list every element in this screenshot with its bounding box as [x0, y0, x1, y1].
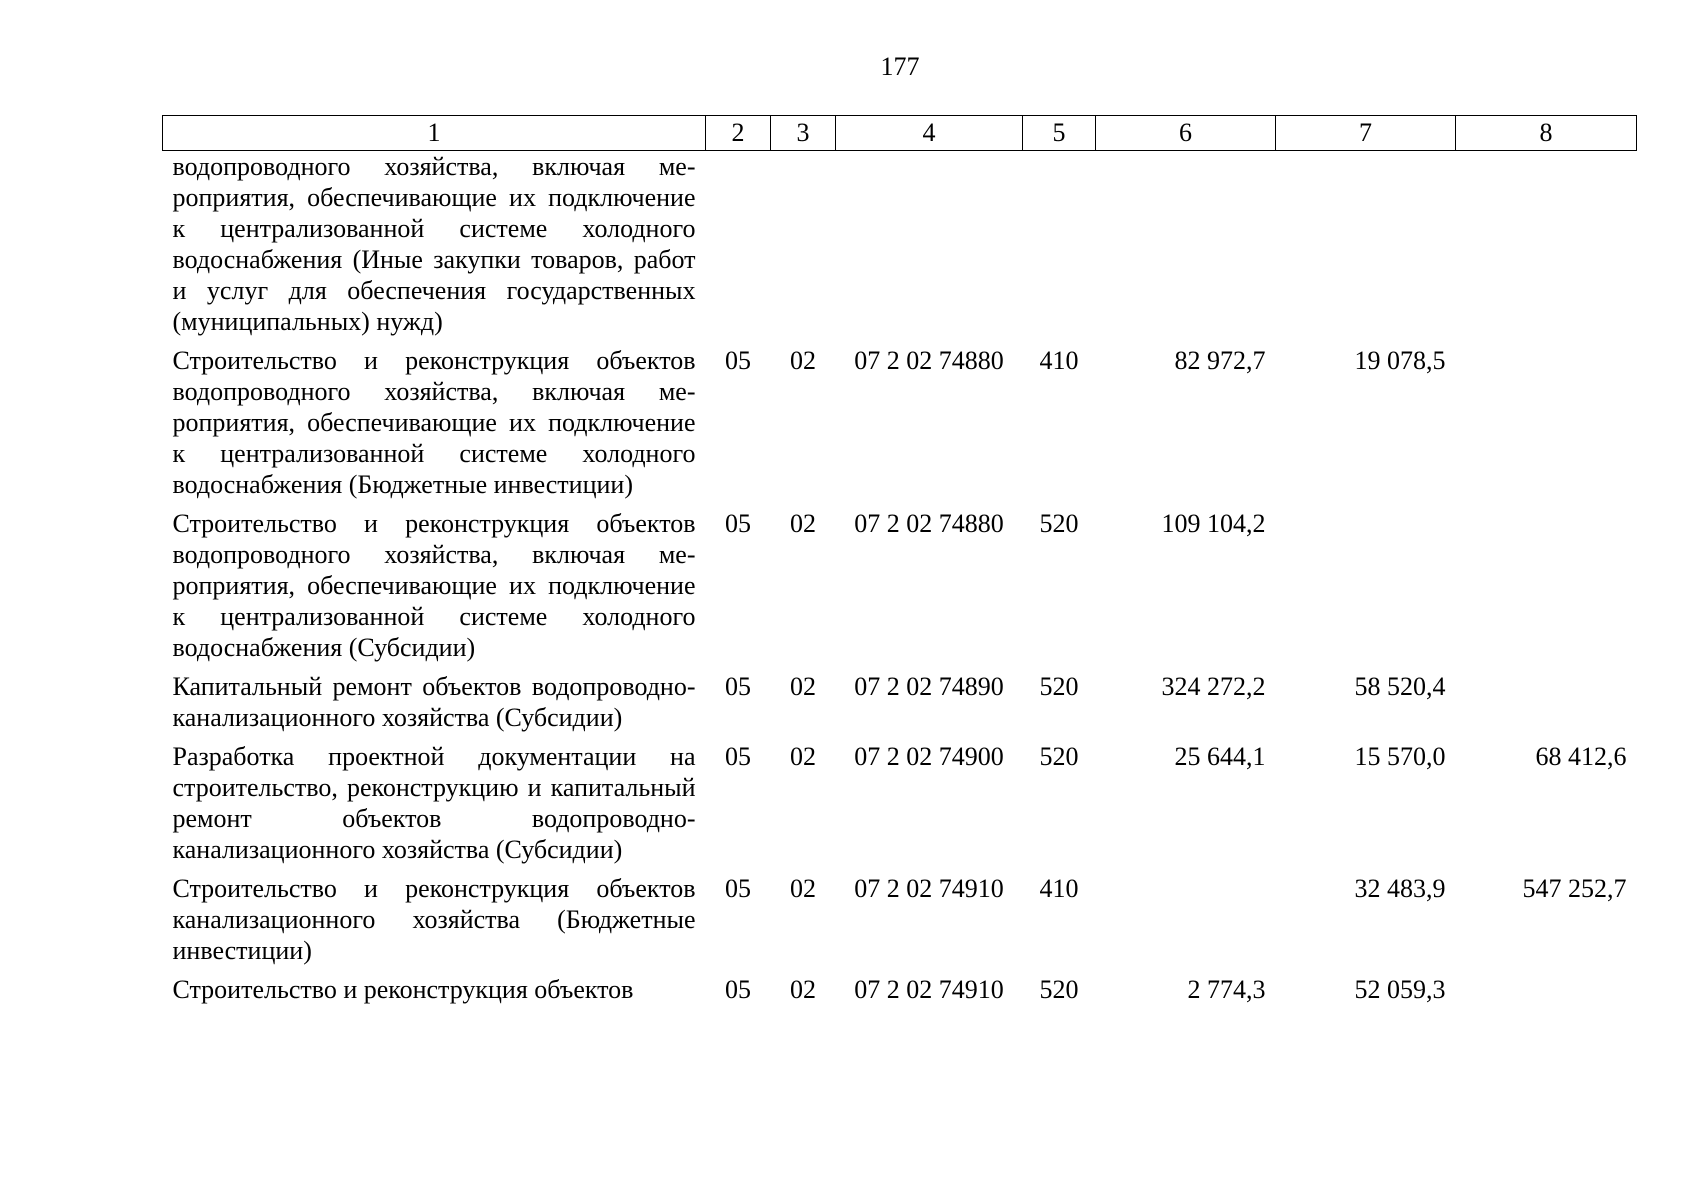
row-amount-col8 — [1456, 508, 1637, 671]
header-col-3: 3 — [771, 116, 836, 151]
row-section — [706, 151, 771, 346]
row-expense-type: 520 — [1039, 975, 1079, 1004]
row-section: 05 — [725, 742, 751, 771]
row-amount-col7: 19 078,5 — [1354, 346, 1446, 375]
row-amount-col6: 25 644,1 — [1174, 742, 1266, 771]
row-amount-col8: 68 412,6 — [1535, 742, 1627, 771]
row-amount-col6 — [1096, 151, 1276, 346]
row-target-code: 07 2 02 74910 — [854, 874, 1004, 903]
row-description: Строительство и реконструкция объектов — [172, 975, 634, 1004]
row-section: 05 — [725, 874, 751, 903]
row-amount-col8 — [1456, 671, 1637, 741]
row-expense-type — [1023, 151, 1096, 346]
table-row — [163, 508, 1637, 671]
row-subsection: 02 — [790, 975, 816, 1004]
row-description: Строительство и реконструкция объектов водопроводного хозяйства, включая мероприятия, обеспечивающие их подключение к централизованной системе холодного водоснабжения (Бюджетные инвестиции) — [172, 346, 696, 499]
table-row — [163, 873, 1637, 974]
header-col-8: 8 — [1456, 116, 1637, 151]
row-description: Строительство и реконструкция объектов канализационного хозяйства (Бюджетные инвестиции) — [172, 874, 696, 965]
header-row — [163, 116, 1637, 151]
header-col-1: 1 — [163, 116, 706, 151]
header-col-7: 7 — [1276, 116, 1456, 151]
table-row — [163, 345, 1637, 508]
row-subsection: 02 — [790, 874, 816, 903]
page-number: 177 — [880, 52, 920, 81]
row-expense-type: 410 — [1039, 346, 1079, 375]
row-section: 05 — [725, 509, 751, 538]
row-amount-col7 — [1276, 151, 1456, 346]
table-body — [163, 151, 1637, 1014]
row-target-code: 07 2 02 74910 — [854, 975, 1004, 1004]
row-amount-col6: 82 972,7 — [1174, 346, 1266, 375]
row-amount-col6: 324 272,2 — [1161, 672, 1266, 701]
row-description: Разработка проектной документации на строительство, реконструкцию и капитальный ремонт объектов водопроводно-канализационного хозяйства (Субсидии) — [172, 742, 696, 864]
row-expense-type: 520 — [1039, 742, 1079, 771]
table-row — [163, 151, 1637, 346]
row-expense-type: 520 — [1039, 509, 1079, 538]
row-amount-col8 — [1456, 151, 1637, 346]
row-expense-type: 410 — [1039, 874, 1079, 903]
header-col-2: 2 — [706, 116, 771, 151]
budget-table — [162, 115, 1637, 1013]
table-header — [163, 116, 1637, 151]
table-row — [163, 741, 1637, 873]
row-section: 05 — [725, 975, 751, 1004]
header-col-5: 5 — [1023, 116, 1096, 151]
row-target-code: 07 2 02 74890 — [854, 672, 1004, 701]
row-amount-col8 — [1456, 345, 1637, 508]
row-subsection: 02 — [790, 509, 816, 538]
row-target-code: 07 2 02 74900 — [854, 742, 1004, 771]
row-expense-type: 520 — [1039, 672, 1079, 701]
table-row — [163, 974, 1637, 1013]
row-subsection: 02 — [790, 742, 816, 771]
row-section: 05 — [725, 346, 751, 375]
row-amount-col7: 52 059,3 — [1354, 975, 1446, 1004]
row-amount-col8 — [1456, 974, 1637, 1013]
row-amount-col6: 2 774,3 — [1187, 975, 1266, 1004]
row-subsection — [771, 151, 836, 346]
row-amount-col6 — [1096, 873, 1276, 974]
row-amount-col7: 32 483,9 — [1354, 874, 1446, 903]
header-col-6: 6 — [1096, 116, 1276, 151]
row-description: водопроводного хозяйства, включая мероприятия, обеспечивающие их подключение к централизованной системе холодного водоснабжения (Иные закупки товаров, работ и услуг для обеспечения государственных (муниципальных) нужд) — [172, 152, 696, 336]
row-target-code: 07 2 02 74880 — [854, 509, 1004, 538]
row-subsection: 02 — [790, 346, 816, 375]
row-target-code — [836, 151, 1023, 346]
header-col-4: 4 — [836, 116, 1023, 151]
row-amount-col7: 58 520,4 — [1354, 672, 1446, 701]
row-description: Капитальный ремонт объектов водопроводно-канализационного хозяйства (Субсидии) — [172, 672, 696, 732]
row-amount-col6: 109 104,2 — [1161, 509, 1266, 538]
row-description: Строительство и реконструкция объектов водопроводного хозяйства, включая мероприятия, обеспечивающие их подключение к централизованной системе холодного водоснабжения (Субсидии) — [172, 509, 696, 662]
row-amount-col8: 547 252,7 — [1522, 874, 1627, 903]
table-row — [163, 671, 1637, 741]
row-amount-col7: 15 570,0 — [1354, 742, 1446, 771]
row-target-code: 07 2 02 74880 — [854, 346, 1004, 375]
row-section: 05 — [725, 672, 751, 701]
row-subsection: 02 — [790, 672, 816, 701]
row-amount-col7 — [1276, 508, 1456, 671]
